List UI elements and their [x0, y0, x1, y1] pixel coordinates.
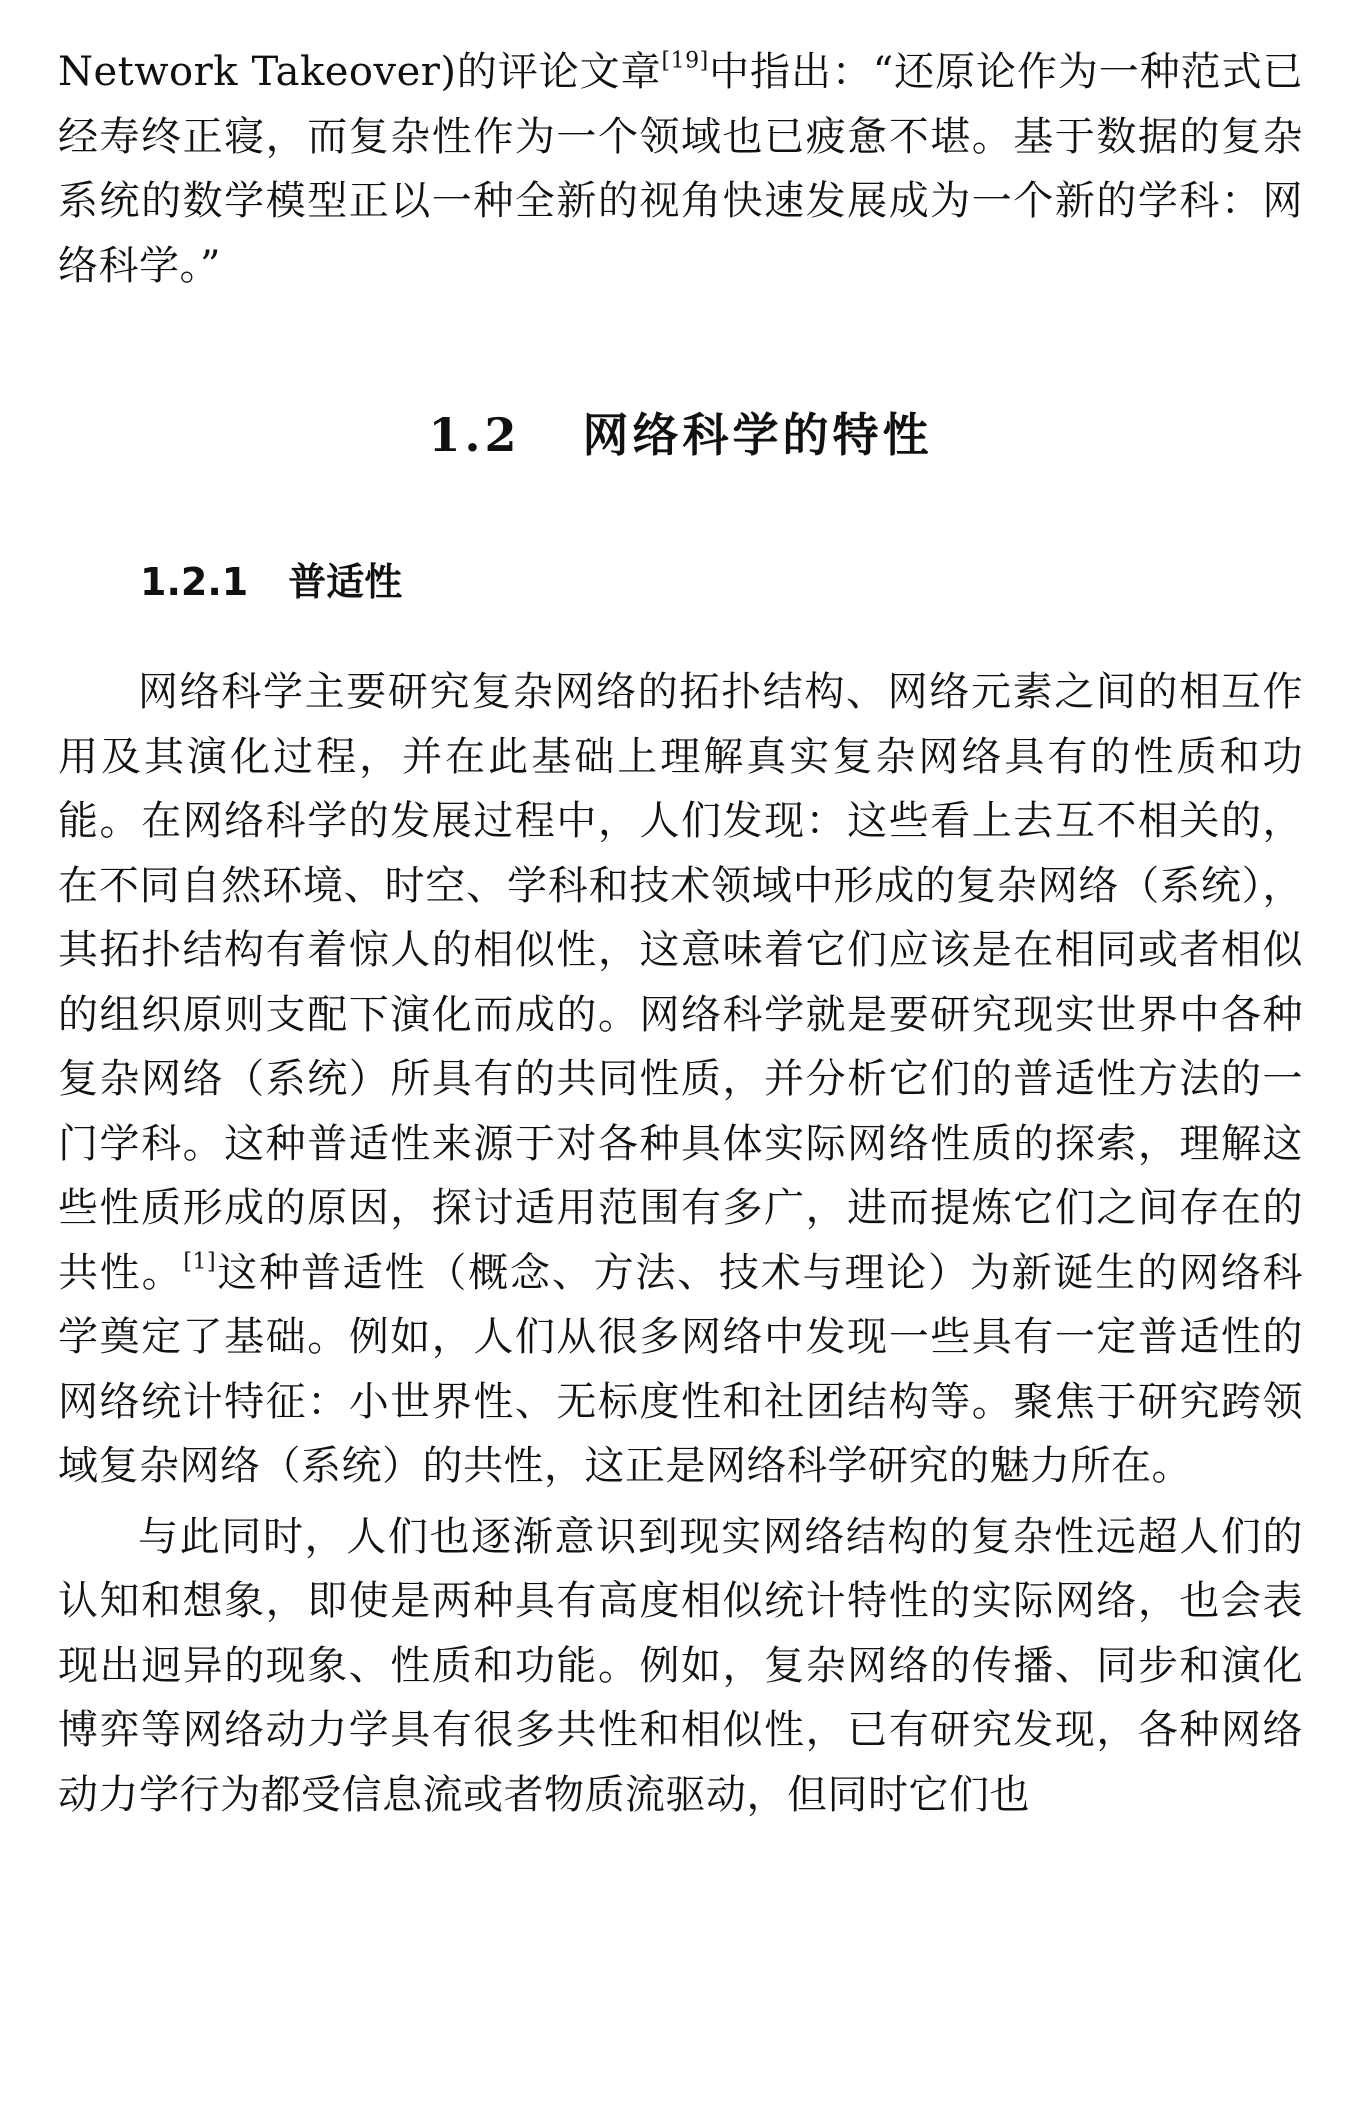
subsection-number: 1.2.1: [140, 560, 249, 604]
book-page: [58, 40, 1303, 1827]
intro-paragraph: [58, 40, 1303, 298]
complexity-paragraph: [58, 1505, 1303, 1828]
subsection-title: 普适性: [288, 560, 403, 604]
complexity-text: 与此同时，人们也逐渐意识到现实网络结构的复杂性远超人们的认知和想象，即使是两种具有高度相似统计特性的实际网络，也会表现出迥异的现象、性质和功能。例如，复杂网络的传播、同步和演化博弈等网络动力学具有很多共性和相似性，已有研究发现，各种网络动力学行为都受信息流或者物质流驱动，但同时它们也: [58, 1513, 1303, 1818]
subsection-heading: [140, 550, 1303, 660]
universality-text-end: 这种普适性（概念、方法、技术与理论）为新诞生的网络科学奠定了基础。例如，人们从很多网络中发现一些具有一定普适性的网络统计特征：小世界性、无标度性和社团结构等。聚焦于研究跨领域复杂网络（系统）的共性，这正是网络科学研究的魅力所在。: [58, 1249, 1304, 1489]
intro-text-end: 中指出：“还原论作为一种范式已经寿终正寝，而复杂性作为一个领域也已疲惫不堪。基于数据的复杂系统的数学模型正以一种全新的视角快速发展成为一个新的学科：网络科学。”: [58, 49, 1303, 289]
citation-1: [1]: [183, 1248, 217, 1274]
section-title: 网络科学的特性: [582, 408, 933, 462]
universality-paragraph: [58, 660, 1303, 1499]
section-number: 1.2: [428, 408, 521, 462]
universality-text-start: 网络科学主要研究复杂网络的拓扑结构、网络元素之间的相互作用及其演化过程，并在此基础上理解真实复杂网络具有的性质和功能。在网络科学的发展过程中，人们发现：这些看上去互不相关的，在不同自然环境、时空、学科和技术领域中形成的复杂网络（系统），其拓扑结构有着惊人的相似性，这意味着它们应该是在相同或者相似的组织原则支配下演化而成的。网络科学就是要研究现实世界中各种复杂网络（系统）所具有的共同性质，并分析它们的普适性方法的一门学科。这种普适性来源于对各种具体实际网络性质的探索，理解这些性质形成的原因，探讨适用范围有多广，进而提炼它们之间存在的共性。: [58, 669, 1303, 1296]
intro-text-start: Network Takeover)的评论文章: [58, 49, 662, 95]
section-heading: [58, 380, 1303, 490]
citation-19: [19]: [661, 48, 709, 74]
